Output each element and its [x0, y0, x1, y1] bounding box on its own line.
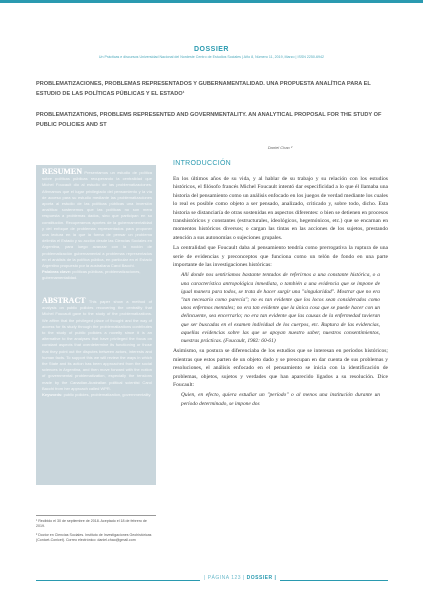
paragraph-2: La centralidad que Foucault daba al pensamiento tendría como prerrogativa la ruptura de una serie de evidencias y preconceptos que funciona como un telón de fondo en una parte importante de las investigaciones históricas:: [173, 245, 388, 269]
abstract-keywords: [42, 392, 152, 398]
block-quote-2: Quien, en efecto, quiera estudiar un "período" o al menos una institución durante un período determinado, se impone dos: [181, 392, 380, 407]
paragraph-1: En los últimos años de su vida, y al hablar de su trabajo y su relación con los estudios históricos, el filósofo francés Michel Foucault intentó dar especificidad a lo que él llamaba una historia del pensamiento como un análisis enfocado en los juegos de verdad mediante los cuales lo real es posible como objeto a ser pensado, analizado, criticado y, sobre todo, dicho. Esta historia se distanciaría de otras sostenidas en aspectos diferentes: o bien se detienen en procesos transhistóricos y constantes (estructurales, ideológicos, hegemónicos, etc.) que se encarnan en momentos históricos diversos; o cargan las tintas en las acciones de los sujetos, prestando atención a sus autonomías o sujeciones grupales.: [173, 176, 388, 241]
abstract-sidebar: [36, 165, 156, 485]
abstract-block: [42, 298, 152, 398]
page-footer: [200, 572, 280, 584]
main-column: [173, 160, 388, 410]
footnote-1: ¹ Recibido el 30 de septiembre de 2018. Aceptado el 18 de febrero de 2019.: [36, 519, 147, 528]
resumen-body: Presentamos un estudio de política sobre políticas públicas recuperando la centralidad que Michel Foucault dio al estudio de las problematizaciones. Afirmamos que el lugar privilegiado del pensamiento y la vía de acceso para su estudio mediante las problematizaciones aporta al estudio de las políticas públicas una inversión analítica: sostenemos que las políticas no son mera respuesta a problemas dados, sino que participan en su constitución. Recuperamos aportes de la gubernamentalidad y del enfoque de problemas representados para proponer una lectura en la que la forma de pensar un problema delimita el Estado y su acción desde las Ciencias Sociales en Argentina, para luego avanzar con la noción de problematización gubernamental a problemas representados en el análisis de la política pública, en particular en el Estado Argentino propuesto por la australiana Carol Bacchi.: [42, 170, 152, 269]
abstract-keywords-value: public policies, problematization, governmentality.: [63, 392, 152, 398]
abstract-text: [42, 298, 152, 392]
paragraph-3: Asimismo, su postura se diferenciaba de los estudios que se interesan en períodos históricos; mientras que estos parten de un objeto dado y se preocupan en dar cuenta de sus problemas y resoluciones, el análisis enfocado en el pensamiento se inicia con la identificación de problemas, objetos, sujetos y verdades que han aparecido ligados a su resolución. Dice Foucault:: [173, 348, 388, 388]
article-title-spanish: PROBLEMATIZACIONES, PROBLEMAS REPRESENTADOS Y GUBERNAMENTALIDAD. UNA PROPUESTA ANALÍTICA PARA EL ESTUDIO DE LAS POLÍTICAS PÚBLICAS Y EL ESTADO¹: [36, 81, 371, 97]
abstract-heading: ABSTRACT: [42, 296, 86, 305]
abstract-keywords-label: Keywords:: [42, 392, 63, 398]
block-quote: Allí donde nos sentiríamos bastante tentados de referirnos a una constante histórica, o a una característica antropológica inmediata, o también a una evidencia que se impone de igual manera para todos, se trata de hacer surgir una "singularidad". Mostrar que no era "tan necesario como parecía"; no es tan evidente que los locos sean considerados como unos enfermos mentales; no era tan evidente que la única cosa que se puede hacer con un delincuente, sea encerrarlo; no era tan evidente que las causas de la enfermedad tuvieran que ser buscadas en el examen individual de los cuerpos, etc. Ruptura de las evidencias, aquellas evidencias sobre las que se apoyan nuestro saber, nuestros consentimientos, nuestras prácticas. (Foucault, 1982: 60-61): [181, 272, 380, 345]
page-number: | PÁGINA 123 |: [204, 575, 245, 581]
footnote-rule: [36, 515, 156, 516]
resumen-heading: RESUMEN: [42, 167, 83, 176]
abstract-body: This paper show a method of analysis on public policies recovering the centrality that Michel Foucault gave to the study of the problematizations. We affirm that the privileged place of thought and the way of access for its study through the problematizations contributes to the study of public policies a novelty since it is an alternative to the analyses that have privileged the focus on constant aspects that overdetermine its functioning or those that they point out the disputes between actors, interests and human facts. To support this we will review the ways in which the State and its action has been approached from the social sciences in Argentina, and then move forward with the notion of governmental problematization, especially the tensions made by the Canadian-Australian political scientist Carol Bacchi from her approach called WPR.: [42, 299, 152, 391]
resumen-keywords-value: políticas públicas, problematizaciones, gubernamentalidad.: [42, 269, 141, 281]
article-title-english: PROBLEMATIZATIONS, PROBLEMS REPRESENTED AND GOVERNMENTALITY. AN ANALYTICAL PROPOSAL FOR THE STUDY OF PUBLIC POLICIES AND ST: [36, 112, 382, 128]
resumen-text: [42, 169, 152, 269]
section-title: INTRODUCCIÓN: [173, 160, 232, 167]
top-rule: [0, 0, 423, 3]
footer-journal: DOSSIER |: [246, 575, 277, 581]
resumen-keywords: [42, 269, 152, 281]
footnote-2: ² Doctor en Ciencias Sociales. Instituto de Investigaciones Geohistóricas (Conicet-Conicet). Correo electrónico: daniel.chao@gmail.com: [36, 533, 152, 542]
resumen-keywords-label: Palabras clave:: [42, 269, 72, 275]
journal-name: DOSSIER: [193, 46, 229, 53]
author: Daniel Chao ²: [267, 145, 293, 150]
resumen-block: [42, 169, 152, 282]
journal-subtitle: Un Prácticas e discursos Universidad Nacional del Nordeste Centro de Estudios Sociales | Año 8, Número 11, 2019, Marzo | ISSN 2250-6942: [98, 55, 325, 59]
